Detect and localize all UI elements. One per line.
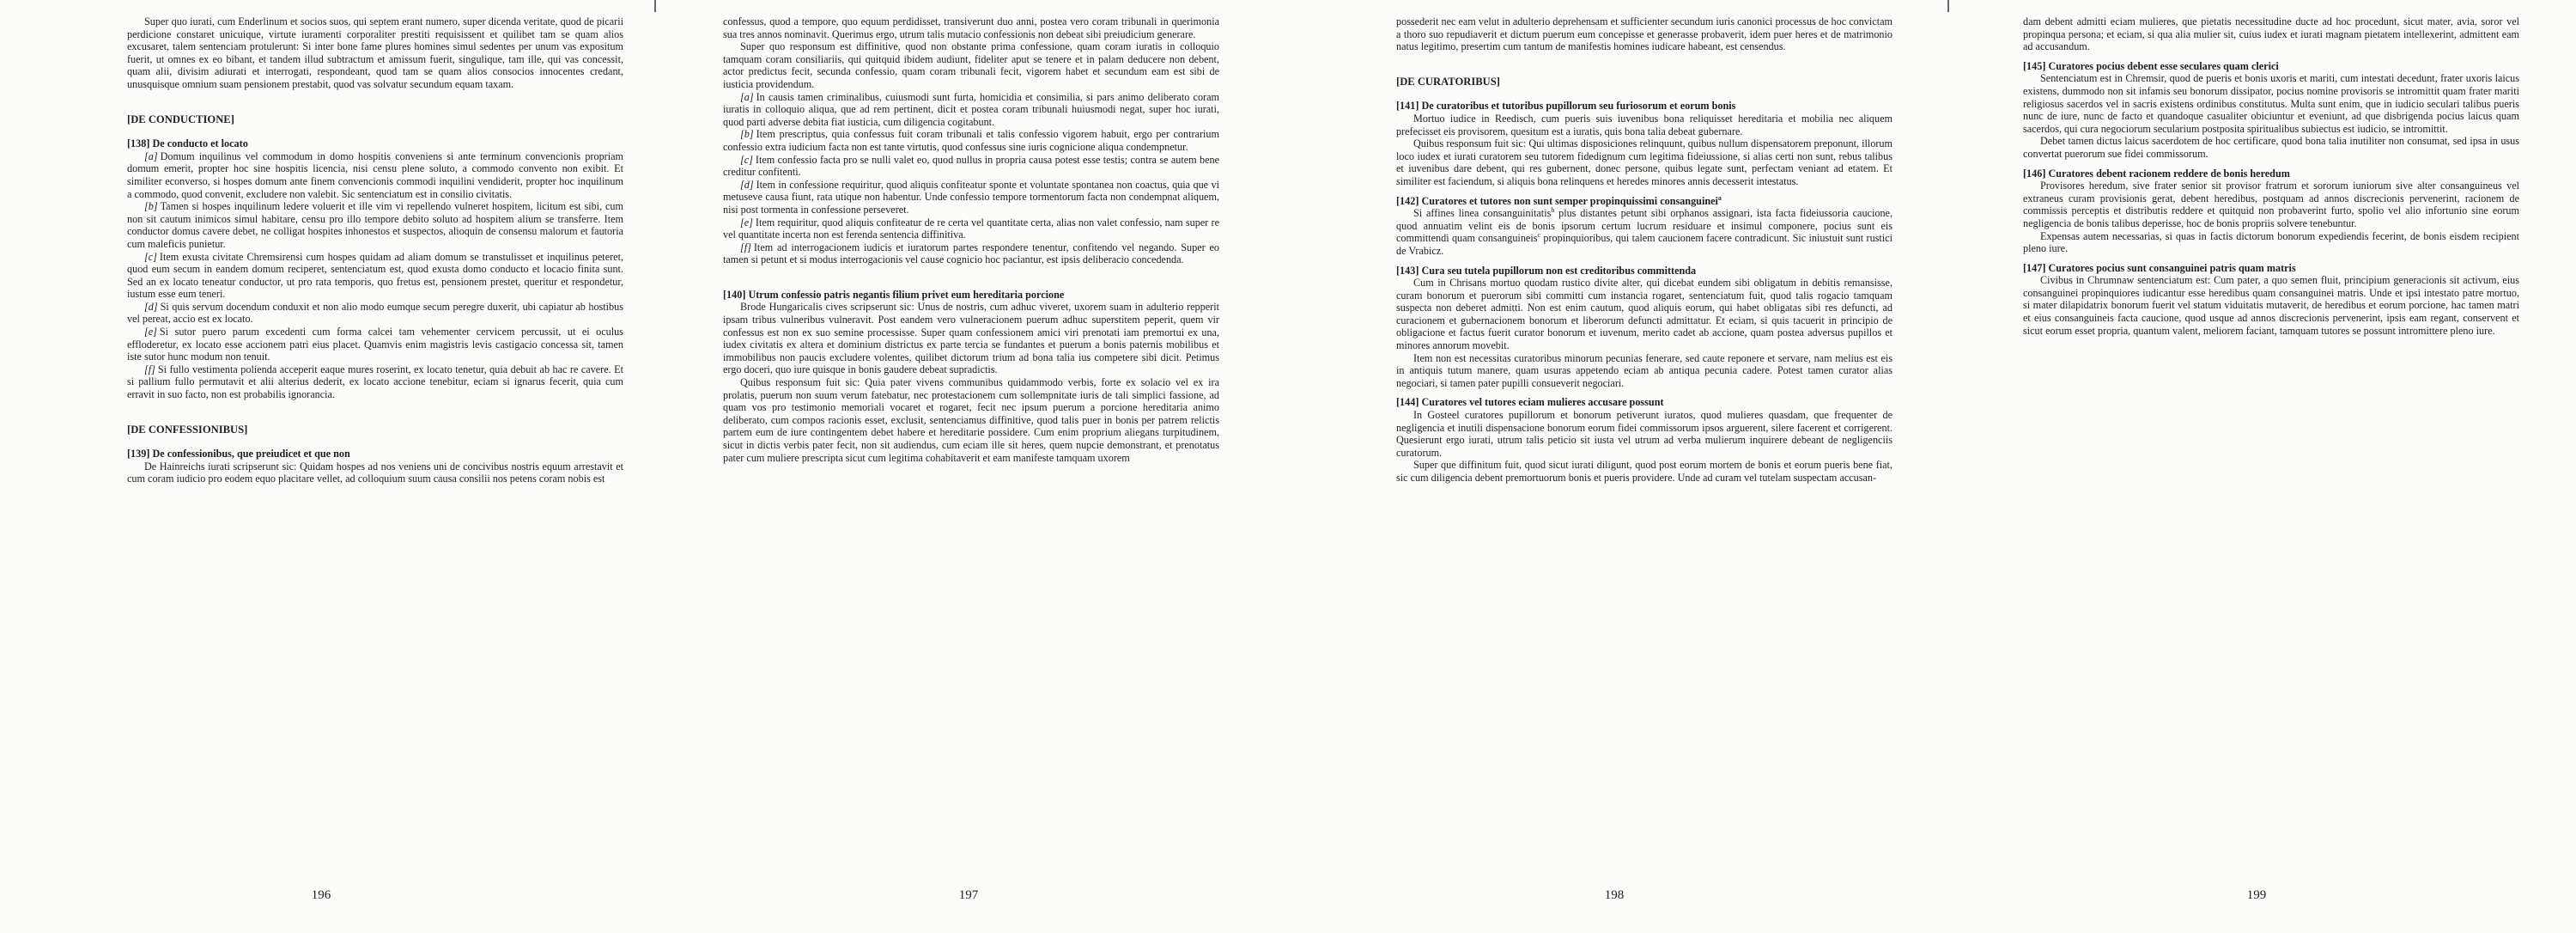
- sub-letter: [b]: [144, 200, 158, 213]
- subparagraph: [c] Item exusta civitate Chremsirensi cum hospes quidam ad aliam domum se transtulisset et inquilinus peteret, quod eum secum in eandem domum reciperet, sentenciatum est, quod exusta domo conducto et locacio finita sunt. Sed an ex locato teneatur conductor, ut pro rata temporis, quo fretus est, pensionem prestet, queritur et respondetur, iustum esse eum teneri.: [127, 250, 623, 301]
- sub-letter: [c]: [144, 250, 157, 263]
- paragraph: Provisores heredum, sive frater senior sit provisor fratrum et sororum iuniorum sive alter consanguineus vel extraneus curam provisionis gerat, debent heredibus, postquam ad annos discrecionis pervenerint, racionem de commissis perceptis et distributis reddere et quitquid non probaverint furto, spolio vel alio infortunio sine eorum negligencia de bonis talibus deperisse, hoc de bonis propriis solvere tenebuntur.: [2023, 180, 2519, 229]
- paragraph: Mortuo iudice in Reedisch, cum pueris suis iuvenibus bona reliquisset hereditaria et mobilia nec aliquem prefecisset eis provisorem, quesitum est a iuratis, quis bona talia debeat gubernare.: [1396, 112, 1893, 137]
- entry-heading: [143] Cura seu tutela pupillorum non est creditoribus committenda: [1396, 264, 1697, 277]
- fold-mark: [1947, 0, 1949, 12]
- sub-letter: [f]: [144, 363, 155, 375]
- subparagraph: [a] Domum inquilinus vel commodum in domo hospitis conveniens si ante terminum convencionis propriam domum emerit, propter hoc sine hospitis licencia, nisi censu plene soluto, a commodo convento non exibit. Et similiter econverso, si hospes domum ante finem convencionis commodi inquilini vendiderit, propter hoc inquilinum a commodo, quod convenit, excludere non valebit. Sic sentenciatum est in consilio civitatis.: [127, 149, 623, 200]
- sub-letter: [b]: [740, 128, 754, 141]
- sub-letter: [a]: [740, 90, 754, 103]
- page-number: 197: [958, 888, 979, 902]
- subparagraph: [d] Si quis servum docendum conduxit et non alio modo eumque secum peregre duxerit, ubi capiatur ab hostibus vel pereat, accio est ex locato.: [127, 300, 623, 326]
- paragraph: Quibus responsum fuit sic: Qui ultimas disposiciones relinquunt, quibus nullum dispensatorem preponunt, illorum loco iudex et iurati curatorem seu tutorem fidedignum cum legitima fideiussione, si alias certi non sunt, rebus talibus et iuvenibus dare debent, qui res gubernent, donec persone, quibus legate sunt, perfectam veniant ad etatem. Et similiter est faciendum, si aliquis bona relinquens et heredes minores annis decesserit intestatus.: [1396, 137, 1893, 187]
- page-197: [646, 0, 1291, 933]
- paragraph: Super que diffinitum fuit, quod sicut iurati diligunt, quod post eorum mortem de bonis et eorum pueris bene fiat, sic cum diligencia debent premortuorum bonis et pueris providere. Unde ad curam vel tutelam suspectam accusan-: [1396, 459, 1893, 484]
- subparagraph: [d] Item in confessione requiritur, quod aliquis confiteatur sponte et voluntate spontanea non coactus, quia que vi metuseve causa fiunt, rata utique non habentur. Unde confessio tempore tormentorum facta non condempnat aliquem, nisi post tormenta in confessione perseveret.: [723, 178, 1219, 216]
- sub-letter: [a]: [144, 149, 158, 162]
- footnote-marker: c: [1537, 231, 1541, 240]
- paragraph: De Hainreichs iurati scripserunt sic: Quidam hospes ad nos veniens uni de concivibus nostris equum arrestavit et cum coram iudicio pro eodem equo placitare vellet, ad colloquium suum causa consilii nos petens coram nobis est: [127, 460, 623, 485]
- page-198: [1291, 0, 1937, 933]
- sub-letter: [e]: [144, 326, 157, 338]
- page-number: 196: [311, 888, 331, 902]
- paragraph: confessus, quod a tempore, quo equum perdidisset, transiverunt duo anni, postea vero coram tribunali in querimonia sua tres annos nominavit. Querimus ergo, utrum talis mutacio confessionis non debeat sibi preiudicium generare.: [723, 15, 1219, 40]
- text-column: [723, 15, 1219, 464]
- footnote-marker: b: [1551, 206, 1555, 215]
- sub-letter: [c]: [740, 153, 753, 166]
- paragraph: Brode Hungaricalis cives scripserunt sic: Unus de nostris, cum adhuc viveret, uxorem suam in adulterio repperit ipsam tribus vulneribus vulneravit. Post eandem vero vulneracionem puerum adhuc superstitem peperit, quem vir confessus est non ex suo semine processisse. Super quam confessionem amici viri prenotati iam premortui ex una, iudex civitatis ex altera et dominium districtus ex parte tercia se fundantes et puerum a bonis paternis mobilibus et immobilibus non paucis excludere volentes, quilibet dictorum trium ad bona talia ius competere sibi dicit. Petimus ergo doceri, quo iure quisque in bonis gaudere debeat supradictis.: [723, 301, 1219, 376]
- paragraph: Quibus responsum fuit sic: Quia pater vivens communibus quidammodo verbis, forte ex solacio vel ex ira prolatis, puerum non suum verum fatebatur, nec protestacionem cum sollempnitate iuris de tali simplici fassione, ad quam vos pro testimonio memoriali vocaret et rogaret, fecit nec ipsum puerum a porcione hereditaria animo deliberato, cum compos racionis esset, exclusit, sentenciamus diffinitive, quod talis puer in bonis per patrem relictis partem eum de iure contingentem debet habere et hereditarie possidere. Cum enim proprium aliegans turpitudinem, sicut in dictis verbis pater fecit, non sit audiendus, cum eciam ille sit heres, quem nupcie demonstrant, et prenotatus pater cum muliere prescripta sicut cum legitima cohabitaverit et eam manifeste tamquam uxorem: [723, 376, 1219, 464]
- paragraph: Civibus in Chrumnaw sentenciatum est: Cum pater, a quo semen fluit, principium generacionis sit activum, eius consanguinei propinquiores iudicantur esse heredibus quam consanguinei matris. Unde et ipsi intestato patre mortuo, si mater dilapidatrix bonorum fuerit vel statum viduitatis mutaverit, de heredibus et eorum porcione, hac tamen matri et eius consanguineis facta caucione, quod usque ad annos discrecionis pervenerint, ipsis eam regant, conservent et sicut eorum esset propria, quantum valent, meliorem faciant, tamquam tutores se possunt intromittere pleno iure.: [2023, 274, 2519, 337]
- section-heading: [DE CURATORIBUS]: [1396, 75, 1500, 88]
- paragraph: Debet tamen dictus laicus sacerdotem de hoc certificare, quod bona talia inutiliter non consumat, sed ipsa in usus convertat puerorum sue fidei commissorum.: [2023, 135, 2519, 160]
- entry-heading: [147] Curatores pocius sunt consanguinei patris quam matris: [2023, 261, 2296, 274]
- subparagraph: [b] Item prescriptus, quia confessus fuit coram tribunali et talis confessio vigorem habuit, ergo per contrarium confessio extra iudicium facta non est tante virtutis, quod confessus sine iuris cognicione aliqua condempnetur.: [723, 128, 1219, 153]
- subparagraph: [e] Si sutor puero parum excedenti cum forma calcei tam vehementer cervicem percussit, ut ei oculus effloderetur, ex locato esse accionem patri eius placet. Quamvis enim magistris levis castigacio concessa sit, tamen iste sutor hunc modum non tenuit.: [127, 326, 623, 363]
- entry-heading: [144] Curatores vel tutores eciam mulieres accusare possunt: [1396, 396, 1664, 409]
- entry-heading: [142] Curatores et tutores non sunt semper propinquissimi consanguinei$^a$: [1396, 193, 1722, 207]
- sub-letter: [f]: [740, 241, 751, 253]
- sub-letter: [e]: [740, 216, 753, 229]
- subparagraph: [b] Tamen si hospes inquilinum ledere voluerit et ille vim vi repellendo vulneret hospitem, licitum est sibi, cum non sit cautum inimicos simul habitare, censu pro illo tempore debito soluto ad hospitem alium se transferre. Item conductor domus cavere debet, ne colligat hospites inhonestos et suspectos, alioquin de consensu malorum et fautoria cum maleficis punietur.: [127, 200, 623, 250]
- paragraph: Si affines linea consanguinitatis$^b$ plus distantes petunt sibi orphanos assignari, ista facta fideiussoria caucione, quod annuatim velint eis de bonis ipsorum certum lucrum residuare et insimul componere, pocius sunt eis committendi quam consanguineis$^c$ propinquioribus, qui talem caucionem facere contradicunt. Sic iniustuit sunt rustici de Vrabicz.: [1396, 206, 1893, 257]
- page-199: [1937, 0, 2576, 933]
- subparagraph: [f] Si fullo vestimenta polienda acceperit eaque mures roserint, ex locato tenetur, quia debuit ab hac re cavere. Et si pallium fullo permutavit et alii alterius dederit, ex locato accione tenebitur, eciam si ignarus fecerit, quia cum erravit in suo facto, non est probabilis ignorancia.: [127, 363, 623, 401]
- entry-heading: [146] Curatores debent racionem reddere de bonis heredum: [2023, 167, 2290, 180]
- text-column: [2023, 15, 2519, 337]
- subparagraph: [a] In causis tamen criminalibus, cuiusmodi sunt furta, homicidia et consimilia, si pars animo deliberato coram iuratis in colloquio aliqua, que ad rem pertinent, dicit et postea coram tribunali huiusmodi negat, super hoc iurati, quod parti adverse debita fiat iusticia, cum diligencia cogitabunt.: [723, 90, 1219, 128]
- subparagraph: [c] Item confessio facta pro se nulli valet eo, quod nullus in propria causa potest esse testis; contra se autem bene creditur confitenti.: [723, 153, 1219, 179]
- paragraph: Cum in Chrisans mortuo quodam rustico divite alter, qui dicebat eundem sibi obligatum in debitis remansisse, curam bonorum et puerorum sibi committi cum instancia rogaret, sentenciatum fuit, quod talis rogacio tamquam suspecta non deberet admitti. Non est enim cautum, quod aliquis eorum, qui habet obligatas sibi res defuncti, ad curacionem et gubernacionem bonorum et liberorum defuncti admittatur. Et eciam, si quis tacuerit in principio de obligacione et factus fuerit curator bonorum et iuvenum, merito cadet ab accione, quam postea adversus pupillos et minores annorum movebit.: [1396, 277, 1893, 352]
- sub-letter: [d]: [144, 300, 158, 313]
- footnote-marker: a: [1717, 193, 1722, 202]
- entry-heading: [141] De curatoribus et tutoribus pupillorum seu furiosorum et eorum bonis: [1396, 100, 1736, 113]
- subparagraph: [f] Item ad interrogacionem iudicis et iuratorum partes respondere tenentur, confitendo vel negando. Super eo tamen si petunt et si modus interrogacionis vel cause cognicio hoc paciantur, est ipsis deliberacio concedenda.: [723, 241, 1219, 266]
- section-heading: [DE CONFESSIONIBUS]: [127, 423, 248, 436]
- paragraph: dam debent admitti eciam mulieres, que pietatis necessitudine ducte ad hoc procedunt, sicut mater, avia, soror vel propinqua persona; et eciam, si qua alia mulier sit, cuius iudex et iurati magnam pietatem intellexerint, admittent eam ad accusandum.: [2023, 15, 2519, 53]
- sub-letter: [d]: [740, 178, 754, 191]
- page-number: 198: [1604, 888, 1625, 902]
- paragraph: Expensas autem necessarias, si quas in factis dictorum bonorum expediendis fecerint, de bonis eisdem recipient pleno iure.: [2023, 229, 2519, 255]
- paragraph: In Gosteel curatores pupillorum et bonorum petiverunt iuratos, quod mulieres quasdam, que frequenter de negligencia et inutili dispensacione bonorum eorum fidei commissorum ipsos arguerent, silere facerent et corrigerent. Quesierunt ergo iurati, utrum talis peticio sit iusta vel utrum ad verba mulierum inquirere debeant de negligenciis curatorum.: [1396, 409, 1893, 459]
- paragraph: possederit nec eam velut in adulterio deprehensam et sufficienter secundum iuris canonici processus de hoc convictam a thoro suo repudiaverit et dictum puerum eum concepisse et generasse probaverit, idem puer heres et de matrimonio natus legitimo, presertim cum tantum de manifestis homines iudicare habeant, est censendus.: [1396, 15, 1893, 53]
- entry-heading: [139] De confessionibus, que preiudicet et que non: [127, 448, 350, 460]
- page-number: 199: [2246, 888, 2267, 902]
- entry-heading: [140] Utrum confessio patris negantis filium privet eum hereditaria porcione: [723, 288, 1065, 301]
- text-column: [127, 15, 623, 485]
- section-heading: [DE CONDUCTIONE]: [127, 113, 234, 125]
- subparagraph: [e] Item requiritur, quod aliquis confiteatur de re certa vel quantitate certa, alias non valet confessio, nam super re vel quantitate incerta non est ferenda sentencia diffinitiva.: [723, 216, 1219, 241]
- paragraph: Item non est necessitas curatoribus minorum pecunias fenerare, sed caute reponere et servare, nam melius est eis in antiquis tutum manere, quam usuras appetendo eciam ab antiqua pecunia cadere. Potest tamen curator alias negociari, si tamen pater pupilli consueverit negociari.: [1396, 351, 1893, 389]
- page-196: [0, 0, 646, 933]
- paragraph: Sentenciatum est in Chremsir, quod de pueris et bonis uxoris et mariti, cum intestati decedunt, frater uxoris laicus existens, dummodo non sit infamis seu bonorum dissipator, pocius nomine provisoris se intromittit quam frater mariti religiosus sacerdos vel in sacris existens ordinibus constitutus. Multa sunt enim, que in iudicio seculari talibus pueris nunc de iure, nunc de facto et quandoque casualiter obiciuntur et eveniunt, ad que disbrigenda pocius laicus quam sacerdos, qui cura negociorum secularium postposita spiritualibus subiectus est iudicio, se intromittit.: [2023, 72, 2519, 135]
- paragraph: Super quo iurati, cum Enderlinum et socios suos, qui septem erant numero, super dicenda veritate, quod de picarii perdicione constaret unicuique, virtute iuramenti corporaliter prestiti requisissent et quilibet tam se quam alios excusaret, talem sentenciam protulerunt: Si inter bone fame plures homines simul sedentes per unum vas expositum fuerit, ut omnes ex eo bibant, et tandem illud subtractum et amissum fuerit, singulique, tam ille, qui vas concessit, quam alii, divisim adiurati et interrogati, respondeant, quod tam se quam alios consocios innocentes credant, unusquisque omnium suam pensionem prestabit, quod vas solvatur secundum equam taxam.: [127, 15, 623, 90]
- text-column: [1396, 15, 1893, 485]
- entry-heading: [145] Curatores pocius debent esse seculares quam clerici: [2023, 59, 2279, 72]
- paragraph: Super quo responsum est diffinitive, quod non obstante prima confessione, quam coram iuratis in colloquio tamquam coram consiliariis, qui quitquid ibidem audiunt, fideliter aput se tenere et in palam deducere non debent, actor predictus fecit, secunda confessio, quam coram tribunali fecit, vigorem habet et secundum eam est sibi de iusticia providendum.: [723, 40, 1219, 90]
- fold-mark: [654, 0, 656, 12]
- entry-heading: [138] De conducto et locato: [127, 137, 248, 150]
